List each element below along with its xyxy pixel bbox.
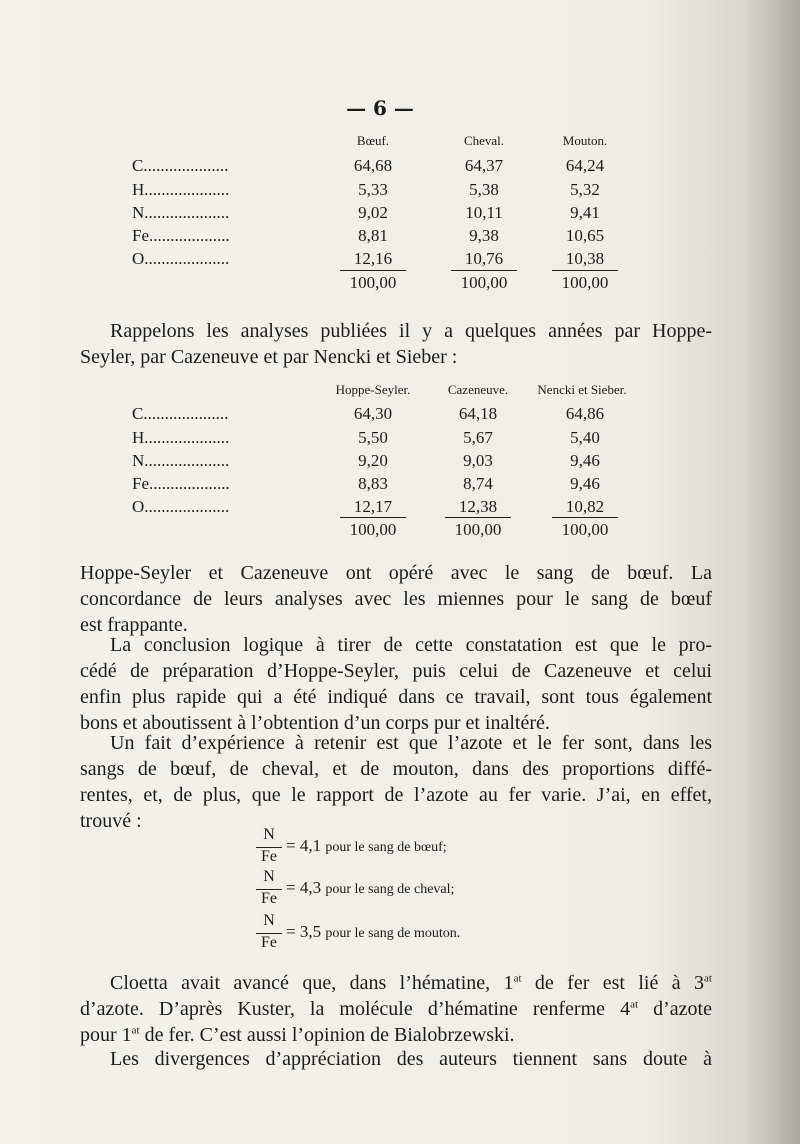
table-cell: 5,32 <box>570 180 600 199</box>
row-label: Fe................... <box>132 226 230 245</box>
text-line: concordance de leurs analyses avec les miennes pour le sang de bœuf <box>80 588 712 610</box>
text-line: cédé de préparation d’Hoppe-Seyler, puis celui de Cazeneuve et celui <box>80 660 712 682</box>
book-page: — 6 — Bœuf. Cheval. Mouton. C.................... 64,68 64,37 64,24 H.................... 5,33 5,38 5,32 N.................... 9,02 10,11 9,41 Fe................... 8,81 9,38 10,65 O.................... 12,16 10,76 10,38 100,00 100,00 100,00 Rappelons les analyses publiées il y a quelques années par Hoppe- Seyler, par Cazeneuve et par Nencki et Sieber : Hoppe-Seyler. Cazeneuve. Nencki et Sieber. C.................... 64,30 64,18 64,86 H.................... 5,50 5,67 5,40 N.................... 9,20 9,03 9,46 Fe................... 8,83 8,74 9,46 O.................... 12,17 12,38 10,82 100,00 100,00 100,00 Hoppe-Seyler et Cazeneuve ont opéré avec le sang de bœuf. La concordance de leurs analyses avec les miennes pour le sang de bœuf est frappante. La conclusion logique à tirer de cette constatation est que le pro- cédé de préparation d’Hoppe-Seyler, puis celui de Cazeneuve et celui enfin plus rapide qui a été indiqué dans ce travail, sont tous également bons et aboutissent à l’obtention d’un corps pur et inaltéré. Un fait d’expérience à retenir est que l’azote et le fer sont, dans les sangs de bœuf, de cheval, et de mouton, dans des proportions diffé- rentes, et, de plus, que le rapport de l’azote au fer varie. J’ai, en effet, trouvé : N Fe = 4,1 pour le sang de bœuf; N Fe = 4,3 pour le sang de cheval; N Fe = 3,5 pour le sang de mouton. Cloetta avait avancé que, dans l’hématine, $1^{at}$ de fer est lié à $3^{at}$ d’azote. D’après Kuster, la molécule d’hématine renferme $4^{at}$ d’azote pour $1^{at}$ de fer. C’est aussi l’opinion de Bialobrzewski. Les divergences d’appréciation des auteurs tiennent sans doute à <box>0 0 800 1144</box>
ratio-value: 4,3 <box>299 878 322 897</box>
text-line: Les divergences d’appréciation des auteurs tiennent sans doute à <box>110 1048 712 1070</box>
ratio-denominator: Fe <box>261 934 277 951</box>
column-header: Cheval. <box>463 133 505 148</box>
column-header: Cazeneuve. <box>447 382 509 397</box>
text-line: enfin plus rapide qui a été indiqué dans ce travail, sont tous également <box>80 686 712 708</box>
page-number: — 6 — <box>346 96 414 120</box>
table-cell: 10,11 <box>465 203 503 222</box>
total-cell: 100,00 <box>349 520 397 539</box>
text-line: rentes, et, de plus, que le rapport de l’azote au fer varie. J’ai, en effet, <box>80 784 712 806</box>
ratio-denominator: Fe <box>261 890 277 907</box>
table-cell: 5,33 <box>358 180 388 199</box>
paragraph-literature <box>80 970 712 1048</box>
row-label: Fe................... <box>132 474 230 493</box>
text-line: bons et aboutissent à l’obtention d’un corps pur et inaltéré. <box>80 712 550 734</box>
row-label: C.................... <box>132 156 229 175</box>
row-label: O.................... <box>132 249 230 268</box>
ratio-numerator: N <box>263 826 275 843</box>
sum-rule <box>552 270 618 271</box>
ratio-description: pour le sang de bœuf; <box>325 840 447 855</box>
column-header: Nencki et Sieber. <box>537 382 627 397</box>
table-cell: 64,18 <box>458 404 498 423</box>
sum-rule <box>340 517 406 518</box>
table-cell: 10,38 <box>565 249 605 268</box>
total-cell: 100,00 <box>561 273 609 292</box>
text-line: Hoppe-Seyler et Cazeneuve ont opéré avec le sang de bœuf. La <box>80 562 712 584</box>
table-cell: 8,74 <box>463 474 493 493</box>
ratio-description: pour le sang de cheval; <box>325 882 455 897</box>
table-cell: 9,41 <box>570 203 600 222</box>
text-line: pour $1^{at}$ de fer. C’est aussi l’opinion de Bialobrzewski. <box>80 1024 515 1046</box>
ratio-denominator: Fe <box>261 848 277 865</box>
total-cell: 100,00 <box>454 520 502 539</box>
table-cell: 5,67 <box>463 428 493 447</box>
text-line: Seyler, par Cazeneuve et par Nencki et Sieber : <box>80 346 458 368</box>
column-header: Bœuf. <box>356 133 390 148</box>
text-line: Cloetta avait avancé que, dans l’hématine, $1^{at}$ de fer est lié à $3^{at}$ <box>110 972 712 994</box>
sum-rule <box>451 270 517 271</box>
table-cell: 9,03 <box>463 451 493 470</box>
ratio-value: 4,1 <box>299 836 322 855</box>
sum-rule <box>445 517 511 518</box>
table-cell: 10,76 <box>464 249 504 268</box>
sum-rule <box>552 517 618 518</box>
table-cell: 5,38 <box>469 180 499 199</box>
table-cell: 9,46 <box>570 451 600 470</box>
table-cell: 10,65 <box>565 226 605 245</box>
text-line: sangs de bœuf, de cheval, et de mouton, dans des proportions diffé- <box>80 758 712 780</box>
table-cell: 9,20 <box>358 451 388 470</box>
table-cell: 64,37 <box>464 156 504 175</box>
table-cell: 12,16 <box>353 249 393 268</box>
table-cell: 8,83 <box>358 474 388 493</box>
total-cell: 100,00 <box>460 273 508 292</box>
table-cell: 64,30 <box>353 404 393 423</box>
table-cell: 9,38 <box>469 226 499 245</box>
table-cell: 5,50 <box>358 428 388 447</box>
row-label: O.................... <box>132 497 230 516</box>
column-header: Mouton. <box>562 133 608 148</box>
row-label: C.................... <box>132 404 229 423</box>
table-cell: 5,40 <box>570 428 600 447</box>
table-cell: 8,81 <box>358 226 388 245</box>
table-cell: 12,38 <box>458 497 498 516</box>
text-line: est frappante. <box>80 614 188 636</box>
column-header: Hoppe-Seyler. <box>335 382 411 397</box>
row-label: N.................... <box>132 451 230 470</box>
paragraph-experiment <box>80 730 712 834</box>
total-cell: 100,00 <box>561 520 609 539</box>
text-line: Rappelons les analyses publiées il y a quelques années par Hoppe- <box>110 320 712 342</box>
text-line: La conclusion logique à tirer de cette constatation est que le pro- <box>110 634 712 656</box>
text-line: trouvé : <box>80 810 142 832</box>
row-label: H.................... <box>132 428 230 447</box>
table-cell: 64,86 <box>565 404 605 423</box>
total-cell: 100,00 <box>349 273 397 292</box>
ratio-numerator: N <box>263 868 275 885</box>
paragraph-conclusion <box>80 632 712 736</box>
ratio-value: 3,5 <box>299 922 322 941</box>
sum-rule <box>340 270 406 271</box>
table-cell: 9,02 <box>358 203 388 222</box>
table-cell: 12,17 <box>353 497 393 516</box>
ratio-numerator: N <box>263 912 275 929</box>
text-line: Un fait d’expérience à retenir est que l’azote et le fer sont, dans les <box>110 732 712 754</box>
table-cell: 64,68 <box>353 156 393 175</box>
table-cell: 9,46 <box>570 474 600 493</box>
table-cell: 10,82 <box>565 497 605 516</box>
paragraph-divergences <box>80 1046 712 1072</box>
ratio-description: pour le sang de mouton. <box>325 926 461 941</box>
row-label: N.................... <box>132 203 230 222</box>
paragraph-intro <box>80 318 712 370</box>
table-cell: 64,24 <box>565 156 605 175</box>
paragraph-comparison <box>80 560 712 638</box>
row-label: H.................... <box>132 180 230 199</box>
text-line: d’azote. D’après Kuster, la molécule d’hématine renferme $4^{at}$ d’azote <box>80 998 712 1020</box>
